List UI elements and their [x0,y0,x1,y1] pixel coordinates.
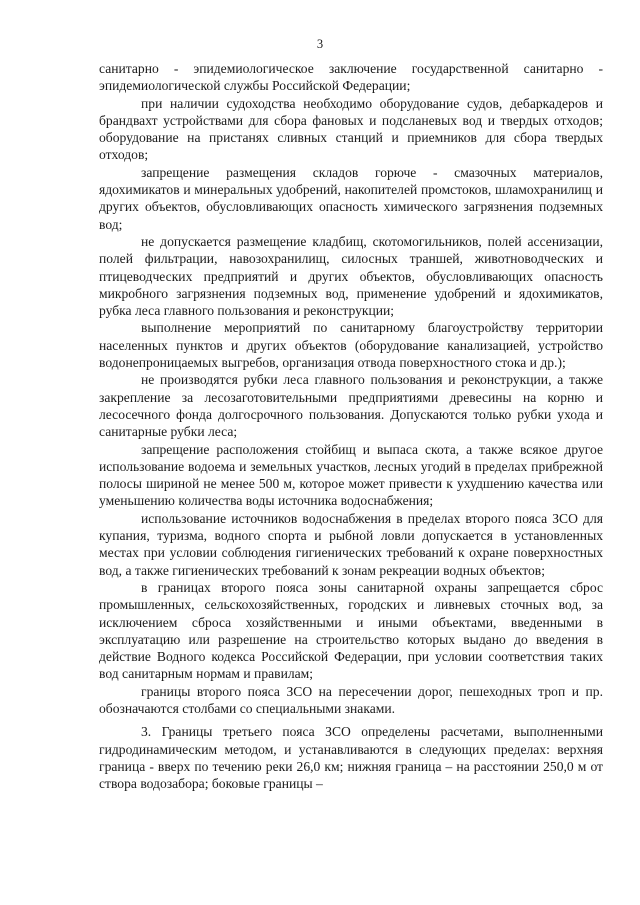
paragraph-cemetery-prohibition: не допускается размещение кладбищ, скотомогильников, полей ассенизации, полей фильтрации, навозохранилищ, силосных траншей, животноводческих и птицеводческих предприятий и других объектов, обусловливающих опасность микробного загрязнения подземных вод, применение удобрений и ядохимикатов, рубка леса главного пользования и реконструкции; [99,233,603,319]
paragraph-sanitary-improvement: выполнение мероприятий по санитарному благоустройству территории населенных пунктов и других объектов (оборудование канализацией, устройство водонепроницаемых выгребов, организация отвода поверхностного стока и др.); [99,320,603,371]
paragraph-discharge-prohibition: в границах второго пояса зоны санитарной охраны запрещается сброс промышленных, сельскохозяйственных, городских и ливневых сточных вод, за исключением сброса хозяйственными и иными объектами, введенными в эксплуатацию или разрешение на строительство которых выдано до введения в действие Водного кодекса Российской Федерации, при условии соответствия таких вод санитарным нормам и правилам; [99,579,603,682]
page-number: 3 [316,37,324,51]
paragraph-boundary-markers: границы второго пояса ЗСО на пересечении дорог, пешеходных троп и пр. обозначаются столбами со специальными знаками. [99,683,603,716]
paragraph-sanitary-conclusion: санитарно - эпидемиологическое заключение государственной санитарно - эпидемиологической службы Российской Федерации; [99,61,603,94]
paragraph-third-zone-boundaries: 3. Границы третьего пояса ЗСО определены расчетами, выполненными гидродинамическим методом, и устанавливаются в следующих пределах: верхняя граница - вверх по течению реки 26,0 км; нижняя граница – на расстоянии 250,0 м от створа водозабора; боковые границы – [99,724,603,792]
paragraph-logging-restriction: не производятся рубки леса главного пользования и реконструкции, а также закрепление за лесозаготовительными предприятиями древесины на корню и лесосечного фонда долгосрочного пользования. Допускаются только рубки ухода и санитарные рубки леса; [99,372,603,440]
paragraph-livestock-prohibition: запрещение расположения стойбищ и выпаса скота, а также всякое другое использование водоема и земельных участков, лесных угодий в пределах прибрежной полосы шириной не менее 500 м, которое может привести к ухудшению качества или уменьшению количества воды источника водоснабжения; [99,441,603,509]
paragraph-navigation-equipment: при наличии судоходства необходимо оборудование судов, дебаркадеров и брандвахт устройствами для сбора фановых и подсланевых вод и твердых отходов; оборудование на пристанях сливных станций и приемников для сбора твердых отходов; [99,95,603,163]
document-body [99,60,603,792]
paragraph-storage-prohibition: запрещение размещения складов горюче - смазочных материалов, ядохимикатов и минеральных удобрений, накопителей промстоков, шламохранилищ и других объектов, обусловливающих опасность химического загрязнения подземных вод; [99,164,603,232]
paragraph-recreation-use: использование источников водоснабжения в пределах второго пояса ЗСО для купания, туризма, водного спорта и рыбной ловли допускается в установленных местах при условии соблюдения гигиенических требований к охране поверхностных вод, а также гигиенических требований к зонам рекреации водных объектов; [99,510,603,578]
